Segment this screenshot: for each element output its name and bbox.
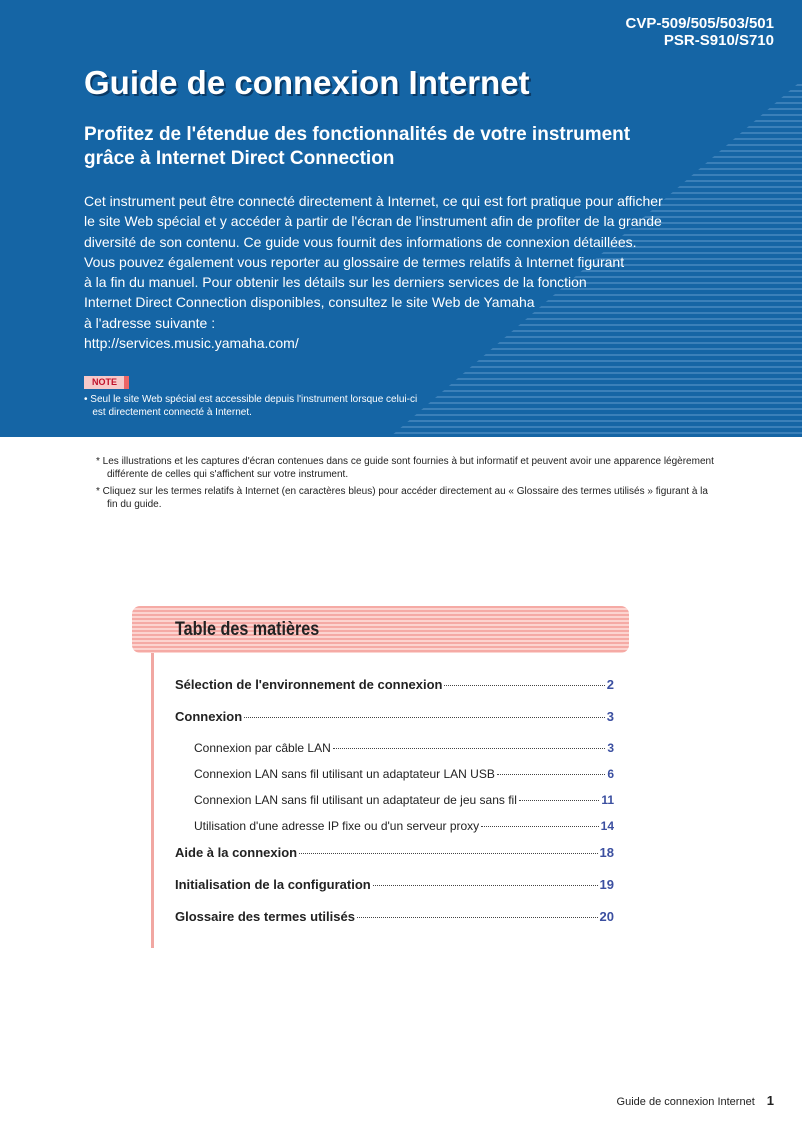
leader-dots (299, 853, 597, 854)
toc-entry-label: Connexion (175, 709, 243, 724)
subtitle-line: grâce à Internet Direct Connection (84, 148, 395, 169)
toc-page-number: 20 (599, 909, 614, 924)
header-banner (0, 0, 802, 437)
note-line: • Seul le site Web spécial est accessible depuis l'instrument lorsque celui-ci (84, 394, 418, 405)
leader-dots (444, 685, 604, 686)
note-text (84, 393, 417, 419)
intro-line: Vous pouvez également vous reporter au glossaire de termes relatifs à Internet figurant (84, 253, 625, 270)
footnotes (96, 455, 716, 515)
toc-entry-label: Sélection de l'environnement de connexion (175, 677, 443, 692)
model-list (626, 15, 774, 49)
toc-entry[interactable] (175, 741, 614, 767)
yamaha-url-link[interactable]: http://services.music.yamaha.com/ (84, 335, 299, 352)
toc-entry-label: Connexion LAN sans fil utilisant un adaptateur de jeu sans fil (194, 793, 517, 807)
toc-title: Table des matières (175, 619, 320, 640)
leader-dots (244, 717, 605, 718)
leader-dots (373, 885, 598, 886)
intro-line: Cet instrument peut être connecté directement à Internet, ce qui est fort pratique pour afficher (84, 193, 663, 209)
note-line: est directement connecté à Internet. (84, 407, 252, 418)
intro-line: le site Web spécial et y accéder à partir de l'écran de l'instrument afin de profiter de la grande (84, 213, 662, 230)
leader-dots (497, 774, 605, 775)
footnote: * Cliquez sur les termes relatifs à Internet (en caractères bleus) pour accéder directement au « Glossaire des termes utilisés » figurant à la fin du guide. (96, 486, 708, 510)
note-badge: NOTE (84, 376, 129, 389)
toc-page-number: 6 (607, 767, 614, 781)
toc-page-number: 3 (606, 709, 614, 724)
intro-line: à la fin du manuel. Pour obtenir les détails sur les derniers services de la fonction (84, 274, 587, 291)
toc-entry-label: Initialisation de la configuration (175, 877, 371, 892)
subtitle (84, 123, 630, 171)
toc-page-number: 18 (599, 845, 614, 860)
toc-header (132, 606, 629, 653)
toc-entry[interactable] (175, 793, 614, 819)
page-number: 1 (766, 1093, 774, 1108)
toc-rule (151, 653, 154, 948)
toc-entry-label: Aide à la connexion (175, 845, 298, 860)
intro-line: à l'adresse suivante : (84, 314, 216, 331)
model-line: CVP-509/505/503/501 (625, 15, 774, 32)
toc-entry-label: Connexion LAN sans fil utilisant un adaptateur LAN USB (194, 767, 495, 781)
leader-dots (333, 748, 606, 749)
toc-entry[interactable] (175, 819, 614, 845)
toc-page-number: 19 (599, 877, 614, 892)
leader-dots (357, 917, 598, 918)
footnote: * Les illustrations et les captures d'écran contenues dans ce guide sont fournies à but informatif et peuvent avoir une apparence légèrement différente de celles qui s'affichent sur votre instrument. (96, 456, 714, 480)
toc-entry[interactable] (175, 709, 614, 741)
footer-label: Guide de connexion Internet (616, 1096, 755, 1108)
leader-dots (481, 826, 598, 827)
model-line: PSR-S910/S710 (663, 32, 774, 49)
toc-entry-label: Connexion par câble LAN (194, 741, 331, 755)
intro-line: diversité de son contenu. Ce guide vous fournit des informations de connexion détaillées. (84, 233, 637, 250)
toc-page-number: 2 (606, 677, 614, 692)
toc-entry[interactable] (175, 845, 614, 877)
intro-line: Internet Direct Connection disponibles, consultez le site Web de Yamaha (84, 294, 535, 311)
toc-entry[interactable] (175, 677, 614, 709)
page-footer (617, 1093, 774, 1108)
toc-entry[interactable] (175, 877, 614, 909)
intro-paragraph (84, 191, 704, 353)
toc-page-number: 14 (600, 819, 614, 833)
toc-page-number: 3 (607, 741, 614, 755)
toc-entry[interactable] (175, 767, 614, 793)
subtitle-line: Profitez de l'étendue des fonctionnalités de votre instrument (84, 124, 631, 145)
page-title: Guide de connexion Internet (84, 64, 530, 101)
toc-entry[interactable] (175, 909, 614, 941)
toc-entry-label: Glossaire des termes utilisés (175, 909, 355, 924)
toc-entry-label: Utilisation d'une adresse IP fixe ou d'un serveur proxy (194, 819, 480, 833)
table-of-contents (175, 677, 614, 941)
leader-dots (519, 800, 599, 801)
toc-page-number: 11 (601, 793, 614, 807)
